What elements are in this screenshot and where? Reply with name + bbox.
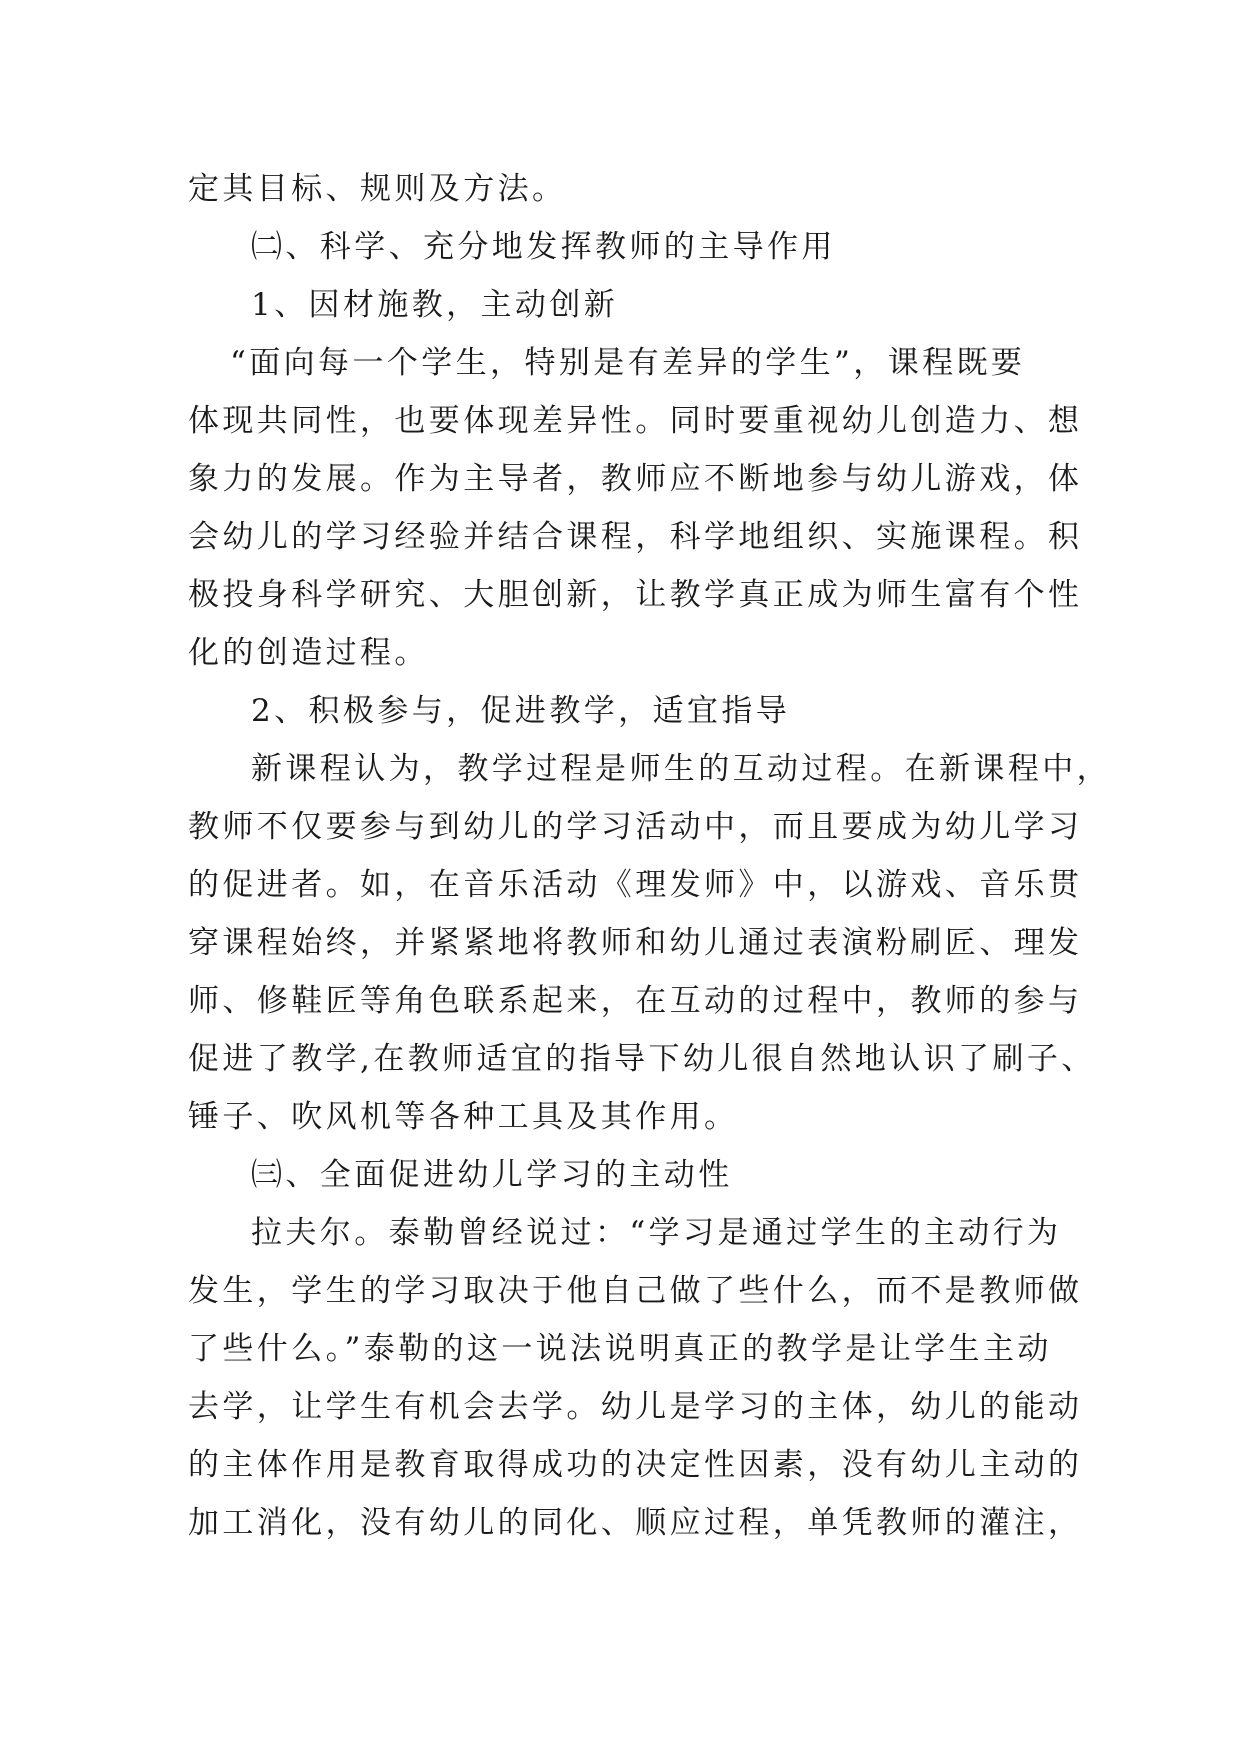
paragraph-line: 了些什么。”泰勒的这一说法说明真正的教学是让学生主动 — [188, 1331, 1052, 1367]
paragraph-line: “面向每一个学生，特别是有差异的学生”，课程既要 — [230, 345, 1026, 381]
paragraph-line: 穿课程始终，并紧紧地将教师和幼儿通过表演粉刷匠、理发 — [188, 925, 1083, 961]
paragraph-line: 拉夫尔。泰勒曾经说过：“学习是通过学生的主动行为 — [251, 1215, 1062, 1251]
document-body — [188, 160, 1111, 1552]
paragraph-line: 象力的发展。作为主导者，教师应不断地参与幼儿游戏，体 — [188, 461, 1083, 497]
paragraph-line: 去学，让学生有机会去学。幼儿是学习的主体，幼儿的能动 — [188, 1389, 1083, 1425]
section-heading-3: ㈢、全面促进幼儿学习的主动性 — [251, 1157, 733, 1193]
paragraph-line: 加工消化，没有幼儿的同化、顺应过程，单凭教师的灌注， — [188, 1505, 1083, 1541]
paragraph-line: 极投身科学研究、大胆创新，让教学真正成为师生富有个性 — [188, 577, 1083, 613]
paragraph-line: 会幼儿的学习经验并结合课程，科学地组织、实施课程。积 — [188, 519, 1083, 555]
paragraph-line: 化的创造过程。 — [188, 635, 429, 671]
paragraph-line: 的主体作用是教育取得成功的决定性因素，没有幼儿主动的 — [188, 1447, 1083, 1483]
paragraph-line: 体现共同性，也要体现差异性。同时要重视幼儿创造力、想 — [188, 403, 1083, 439]
paragraph-line: 的促进者。如，在音乐活动《理发师》中，以游戏、音乐贯 — [188, 867, 1083, 903]
section-heading-2: ㈡、科学、充分地发挥教师的主导作用 — [251, 229, 836, 265]
paragraph-line: 教师不仅要参与到幼儿的学习活动中，而且要成为幼儿学习 — [188, 809, 1083, 845]
paragraph-line: 促进了教学,在教师适宜的指导下幼儿很自然地认识了刷子、 — [188, 1041, 1096, 1077]
subheading-1: 1、因材施教，主动创新 — [251, 287, 619, 323]
paragraph-line: 锤子、吹风机等各种工具及其作用。 — [188, 1099, 739, 1135]
paragraph-line: 师、修鞋匠等角色联系起来，在互动的过程中，教师的参与 — [188, 983, 1083, 1019]
paragraph-line: 新课程认为，教学过程是师生的互动过程。在新课程中， — [251, 751, 1111, 787]
paragraph-line: 发生，学生的学习取决于他自己做了些什么，而不是教师做 — [188, 1273, 1083, 1309]
subheading-2: 2、积极参与，促进教学，适宜指导 — [251, 693, 791, 729]
paragraph-line: 定其目标、规则及方法。 — [188, 171, 567, 207]
